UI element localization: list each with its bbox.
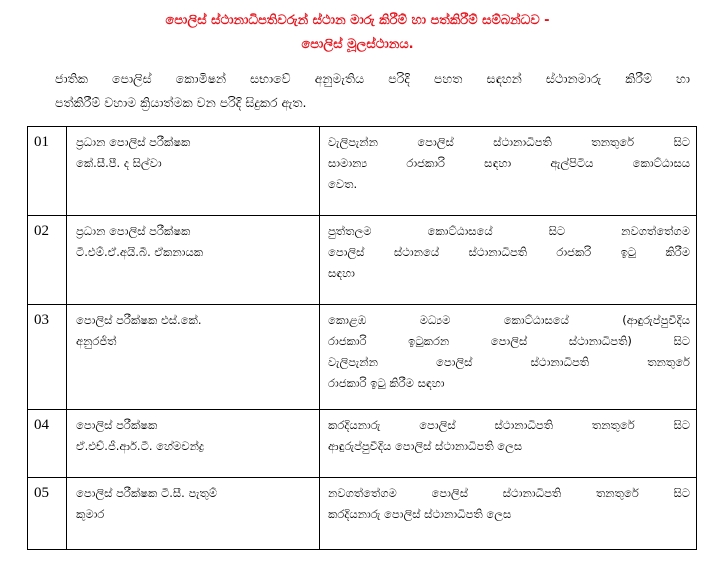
officer-rank: පොලිස් පරීක්ෂක — [76, 418, 158, 432]
table-row — [28, 478, 697, 550]
officer-name: කුමාර — [76, 507, 105, 521]
transfer-description-cell — [320, 410, 697, 478]
table-row — [28, 305, 697, 410]
table-row — [28, 216, 697, 305]
transfers-table — [27, 126, 697, 550]
description-line: සඳහා — [328, 266, 355, 280]
officer-name-cell — [67, 305, 320, 410]
row-number: 03 — [28, 305, 67, 410]
transfer-description-cell — [320, 305, 697, 410]
officer-name-cell — [67, 410, 320, 478]
description-line: වැලිපැන්න පොලිස් ස්ථානාධිපති තනතුරේ — [328, 355, 690, 369]
description-line: රාජකාරි ඉටු කිරීම සඳහා — [328, 376, 445, 390]
description-line: කොළඹ මධ්‍යම කොට්ඨාසයේ (ආඳුරුප්පුවීදිය — [328, 313, 690, 327]
description-line: පොලිස් ස්ථානයේ ස්ථානාධිපති රාජකරි ඉටු කිරීම — [328, 245, 690, 259]
officer-name: අනුරජිත් — [76, 334, 117, 348]
transfer-description-cell — [320, 127, 697, 216]
intro-line-2: පත්කිරීම් වහාම ක්‍රියාත්මක වන පරිදි සිදුකර ඇත. — [55, 95, 307, 110]
intro-line-1: ජාතික පොලිස් කොමිෂන් සභාවේ අනුමැතිය පරිදි පහත සඳහන් ස්ථානමාරු කිරීම් හා — [55, 71, 690, 86]
officer-rank: ප්‍රධාන පොලිස් පරීක්ෂක — [76, 135, 191, 149]
description-line: ආඳුරුප්පුවීදිය පොලිස් ස්ථානාධිපති ලෙස — [328, 439, 523, 453]
transfer-description-cell — [320, 478, 697, 550]
transfer-description-cell — [320, 216, 697, 305]
officer-rank: පොලිස් පරීක්ෂක ටී.සී. පැතුම් — [76, 486, 218, 500]
description-line: රාජකාරි ඉටුකරන පොලිස් ස්ථානාධිපති) සිට — [328, 334, 690, 348]
officer-rank: පොලිස් පරීක්ෂක එස්.කේ. — [76, 313, 202, 327]
officer-name-cell — [67, 216, 320, 305]
officer-rank: ප්‍රධාන පොලිස් පරීක්ෂක — [76, 224, 191, 238]
description-line: වෙත. — [328, 177, 358, 191]
row-number: 05 — [28, 478, 67, 550]
officer-name: ටී.එම්.ඒ.අයි.බී. ඒකනායක — [76, 245, 204, 259]
row-number: 01 — [28, 127, 67, 216]
table-row — [28, 127, 697, 216]
description-line: කරදියනාරු පොලිස් ස්ථානාධිපති තනතුරේ සිට — [328, 418, 690, 432]
officer-name-cell — [67, 127, 320, 216]
description-line: නවගත්තේගම පොලිස් ස්ථානාධිපති තනතුරේ සිට — [328, 486, 690, 500]
table-row — [28, 410, 697, 478]
row-number: 02 — [28, 216, 67, 305]
description-line: වැලිපැන්න පොලිස් ස්ථානාධිපති තනතුරේ සිට — [328, 135, 690, 149]
officer-name: ඒ.එච්.ජී.ආර්.ටී. හේමචන්ද්‍ර — [76, 439, 205, 453]
description-line: සාමාන්‍ය රාජකාරි සඳහා ඇල්පිටිය කොට්ඨාසය — [328, 156, 690, 170]
officer-name: කේ.සී.පී. ද සිල්වා — [76, 156, 162, 170]
description-line: කරදියනාරු පොලිස් ස්ථානාධිපති ලෙස — [328, 507, 512, 521]
row-number: 04 — [28, 410, 67, 478]
officer-name-cell — [67, 478, 320, 550]
description-line: පුත්තලම කොට්ඨාසයේ සිට නවගත්තේගම — [328, 224, 690, 238]
title-line-1: පොලිස් ස්ථානාධිපතිවරුන් ස්ථාන මාරු කිරීම් හා පත්කිරීම් සම්බන්ධව - — [165, 13, 550, 28]
title-line-2: පොලිස් මූලස්ථානය. — [301, 37, 414, 52]
